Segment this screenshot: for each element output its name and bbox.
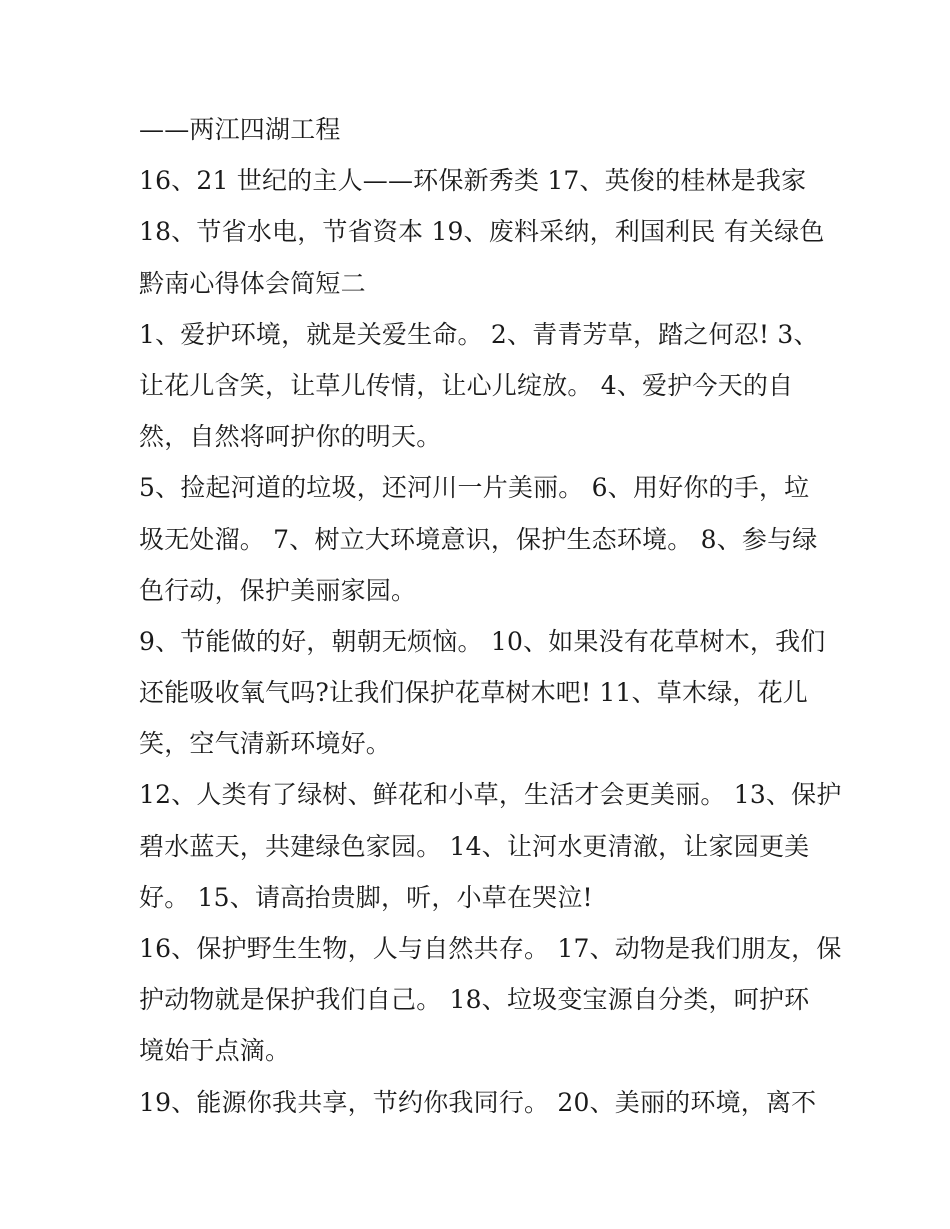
text-line: 笑，空气清新环境好。 [139,729,392,759]
text-line: 还能吸收氧气吗?让我们保护花草树木吧! 11、草木绿，花儿 [139,678,809,708]
text-line: 1、爱护环境，就是关爱生命。 2、青青芳草，踏之何忍! 3、 [139,319,819,349]
text-line: ——两江四湖工程 [139,115,341,144]
text-line: 让花儿含笑，让草儿传情，让心儿绽放。 4、爱护今天的自 [139,370,794,400]
text-line: 16、保护野生生物，人与自然共存。 17、动物是我们朋友，保 [139,934,842,963]
section-heading: 黔南心得体会简短二 [139,268,366,298]
text-line: 18、节省水电，节省资本 19、废料采纳，利国利民 有关绿色 [139,217,825,247]
document-body [139,104,842,1128]
text-line: 16、21 世纪的主人——环保新秀类 17、英俊的桂林是我家 [139,166,807,196]
text-line: 圾无处溜。 7、树立大环境意识，保护生态环境。 8、参与绿 [139,524,818,554]
text-line: 好。 15、请高抬贵脚，听，小草在哭泣! [139,882,593,912]
text-line: 境始于点滴。 [139,1036,291,1066]
text-line: 9、节能做的好，朝朝无烦恼。 10、如果没有花草树木，我们 [139,626,826,656]
text-line: 护动物就是保护我们自己。 18、垃圾变宝源自分类，呵护环 [139,985,810,1015]
text-line: 5、捡起河道的垃圾，还河川一片美丽。 6、用好你的手，垃 [139,473,810,503]
text-line: 色行动，保护美丽家园。 [139,575,417,605]
text-line: 12、人类有了绿树、鲜花和小草，生活才会更美丽。 13、保护 [139,780,842,810]
text-line: 19、能源你我共享，节约你我同行。 20、美丽的环境，离不 [139,1087,817,1117]
text-line: 碧水蓝天，共建绿色家园。 14、让河水更清澈，让家园更美 [139,831,810,861]
text-line: 然，自然将呵护你的明天。 [139,422,442,452]
